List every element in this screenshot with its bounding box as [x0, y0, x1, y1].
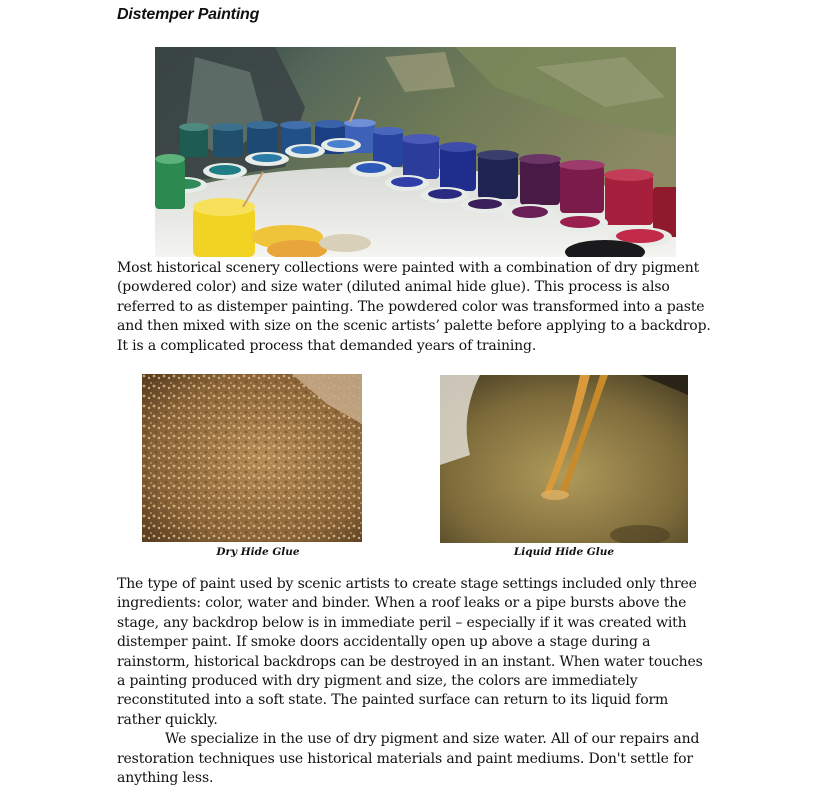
- intro-line: referred to as distemper painting. The powdered color was transformed into a paste: [117, 298, 705, 315]
- liquid-hide-glue-photo: [440, 375, 688, 543]
- intro-line: (powdered color) and size water (diluted animal hide glue). This process is also: [117, 279, 670, 296]
- body-line: stage, any backdrop below is in immediate peril – especially if it was created with: [117, 614, 687, 631]
- intro-line: and then mixed with size on the scenic artists’ palette before applying to a backdrop.: [117, 318, 711, 335]
- body-line: The type of paint used by scenic artists to create stage settings included only three: [117, 576, 697, 592]
- page-title: Distemper Painting: [117, 6, 260, 23]
- body-line: rather quickly.: [117, 711, 218, 728]
- liquid-hide-glue-caption: Liquid Hide Glue: [513, 546, 615, 558]
- body-line: rainstorm, historical backdrops can be destroyed in an instant. When water touches: [117, 653, 703, 670]
- intro-line: It is a complicated process that demanded years of training.: [117, 337, 537, 354]
- intro-line: Most historical scenery collections were painted with a combination of dry pigment: [117, 260, 700, 276]
- body-line: ingredients: color, water and binder. When a roof leaks or a pipe bursts above the: [117, 595, 687, 612]
- body-paragraph: [117, 575, 727, 788]
- closing-line: restoration techniques use historical materials and paint mediums. Don't settle for: [117, 750, 693, 767]
- closing-line: We specialize in the use of dry pigment and size water. All of our repairs and: [165, 731, 700, 748]
- dry-hide-glue-caption: Dry Hide Glue: [216, 546, 300, 558]
- body-line: a painting produced with dry pigment and size, the colors are immediately: [117, 673, 638, 690]
- closing-line: anything less.: [117, 770, 214, 787]
- paint-pots-illustration: [155, 47, 676, 257]
- dry-glue-granules-illustration: [142, 374, 362, 542]
- dry-hide-glue-photo: [142, 374, 362, 542]
- liquid-glue-illustration: [440, 375, 688, 543]
- body-line: distemper paint. If smoke doors accidentally open up above a stage during a: [117, 634, 651, 651]
- paint-pots-photo: [155, 47, 676, 257]
- body-line: reconstituted into a soft state. The painted surface can return to its liquid form: [117, 692, 669, 709]
- intro-paragraph: [117, 259, 727, 356]
